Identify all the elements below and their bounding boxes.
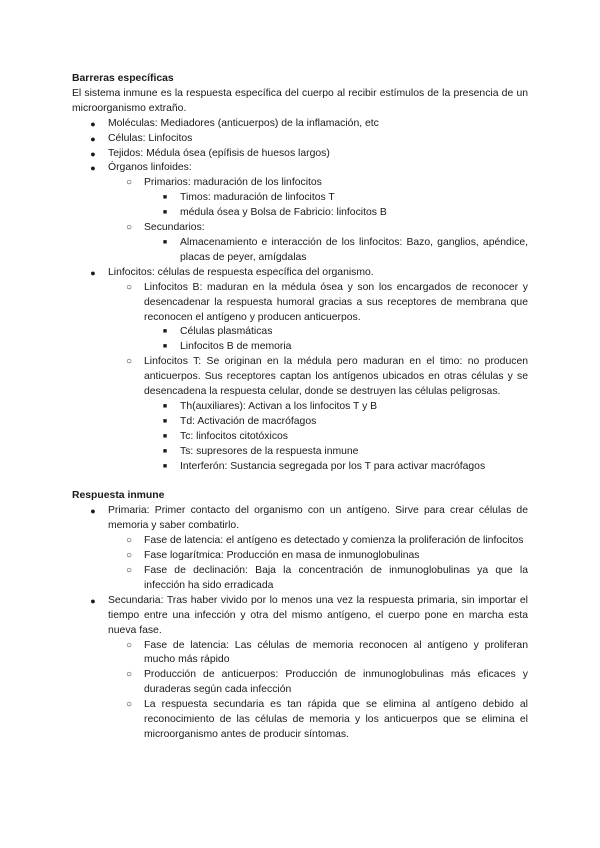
bullet-icon: ● xyxy=(90,133,96,144)
circle-bullet-icon: ○ xyxy=(125,669,133,681)
square-bullet-icon: ■ xyxy=(162,417,168,425)
square-bullet-icon: ■ xyxy=(162,194,168,202)
list-item: ● Linfocitos: células de respuesta específica del organismo. xyxy=(72,266,528,281)
circle-bullet-icon: ○ xyxy=(125,639,133,651)
square-bullet-icon: ■ xyxy=(162,209,168,217)
list-item: ■ Th(auxiliares): Activan a los linfocitos T y B xyxy=(72,400,528,415)
list-item: ○ Fase de latencia: Las células de memoria reconocen al antígeno y proliferan mucho más rápido xyxy=(72,639,528,669)
list-item: ○ Linfocitos B: maduran en la médula ósea y son los encargados de reconocer y desencadenar la respuesta humoral gracias a sus receptores de membrana que reconocen el antígeno y producen anticuerpos. xyxy=(72,281,528,326)
list-item: ■ Timos: maduración de linfocitos T xyxy=(72,191,528,206)
list-item: ■ médula ósea y Bolsa de Fabricio: linfocitos B xyxy=(72,206,528,221)
square-bullet-icon: ■ xyxy=(162,328,168,336)
square-bullet-icon: ■ xyxy=(162,238,168,246)
document-page xyxy=(72,72,528,743)
list-item: ■ Almacenamiento e interacción de los linfocitos: Bazo, ganglios, apéndice, placas de peyer, amígdalas xyxy=(72,236,528,266)
list-item: ○ Linfocitos T: Se originan en la médula pero maduran en el timo: no producen anticuerpos. Sus receptores captan los antígenos ubicados en otras células y se desencadena la respuesta celular, donde se destruyen las células peligrosas. xyxy=(72,355,528,400)
bullet-icon: ● xyxy=(90,595,96,606)
list-item: ● Moléculas: Mediadores (anticuerpos) de la inflamación, etc xyxy=(72,117,528,132)
list-item: ■ Interferón: Sustancia segregada por los T para activar macrófagos xyxy=(72,460,528,475)
square-bullet-icon: ■ xyxy=(162,462,168,470)
circle-bullet-icon: ○ xyxy=(125,222,133,234)
list-item: ■ Td: Activación de macrófagos xyxy=(72,415,528,430)
intro-paragraph: El sistema inmune es la respuesta específica del cuerpo al recibir estímulos de la presencia de un microorganismo extraño. xyxy=(72,87,528,114)
square-bullet-icon: ■ xyxy=(162,432,168,440)
bullet-icon: ● xyxy=(90,506,96,517)
section-heading-respuesta: Respuesta inmune xyxy=(72,490,165,502)
list-item: ■ Células plasmáticas xyxy=(72,325,528,340)
bullet-icon: ● xyxy=(90,267,96,278)
list-item: ● Secundaria: Tras haber vivido por lo menos una vez la respuesta primaria, sin importar el tiempo entre una infección y otra del mismo antígeno, el cuerpo pone en marcha esta nueva fase. xyxy=(72,594,528,639)
list-item: ● Órganos linfoides: xyxy=(72,161,528,176)
bullet-icon: ● xyxy=(90,163,96,174)
bullet-icon: ● xyxy=(90,118,96,129)
square-bullet-icon: ■ xyxy=(162,447,168,455)
section-heading-barreras: Barreras específicas xyxy=(72,73,174,84)
square-bullet-icon: ■ xyxy=(162,343,168,351)
circle-bullet-icon: ○ xyxy=(125,177,133,189)
list-item: ○ Primarios: maduración de los linfocitos xyxy=(72,176,528,191)
list-item: ● Tejidos: Médula ósea (epífisis de huesos largos) xyxy=(72,147,528,162)
circle-bullet-icon: ○ xyxy=(125,550,133,562)
list-item: ● Primaria: Primer contacto del organismo con un antígeno. Sirve para crear células de memoria y saber combatirlo. xyxy=(72,504,528,534)
list-item: ■ Ts: supresores de la respuesta inmune xyxy=(72,445,528,460)
list-item: ● Células: Linfocitos xyxy=(72,132,528,147)
list-item: ○ Producción de anticuerpos: Producción de inmunoglobulinas más eficaces y duraderas según cada infección xyxy=(72,668,528,698)
list-item: ■ Linfocitos B de memoria xyxy=(72,340,528,355)
circle-bullet-icon: ○ xyxy=(125,565,133,576)
bullet-icon: ● xyxy=(90,148,96,159)
list-item: ○ Fase de latencia: el antígeno es detectado y comienza la proliferación de linfocitos xyxy=(72,534,528,549)
list-item: ○ Secundarios: xyxy=(72,221,528,236)
barreras-list xyxy=(72,117,528,475)
circle-bullet-icon: ○ xyxy=(125,699,133,711)
circle-bullet-icon: ○ xyxy=(125,535,133,547)
circle-bullet-icon: ○ xyxy=(125,281,133,293)
square-bullet-icon: ■ xyxy=(162,402,168,410)
respuesta-list xyxy=(72,504,528,743)
list-item: ○ Fase de declinación: Baja la concentración de inmunoglobulinas ya que la infección ha sido erradicada xyxy=(72,564,528,594)
list-item: ○ La respuesta secundaria es tan rápida que se elimina al antígeno debido al reconocimiento de las células de memoria y los anticuerpos que se elimina el microorganismo antes de producir síntomas. xyxy=(72,698,528,743)
list-item: ■ Tc: linfocitos citotóxicos xyxy=(72,430,528,445)
circle-bullet-icon: ○ xyxy=(125,356,133,368)
list-item: ○ Fase logarítmica: Producción en masa de inmunoglobulinas xyxy=(72,549,528,564)
